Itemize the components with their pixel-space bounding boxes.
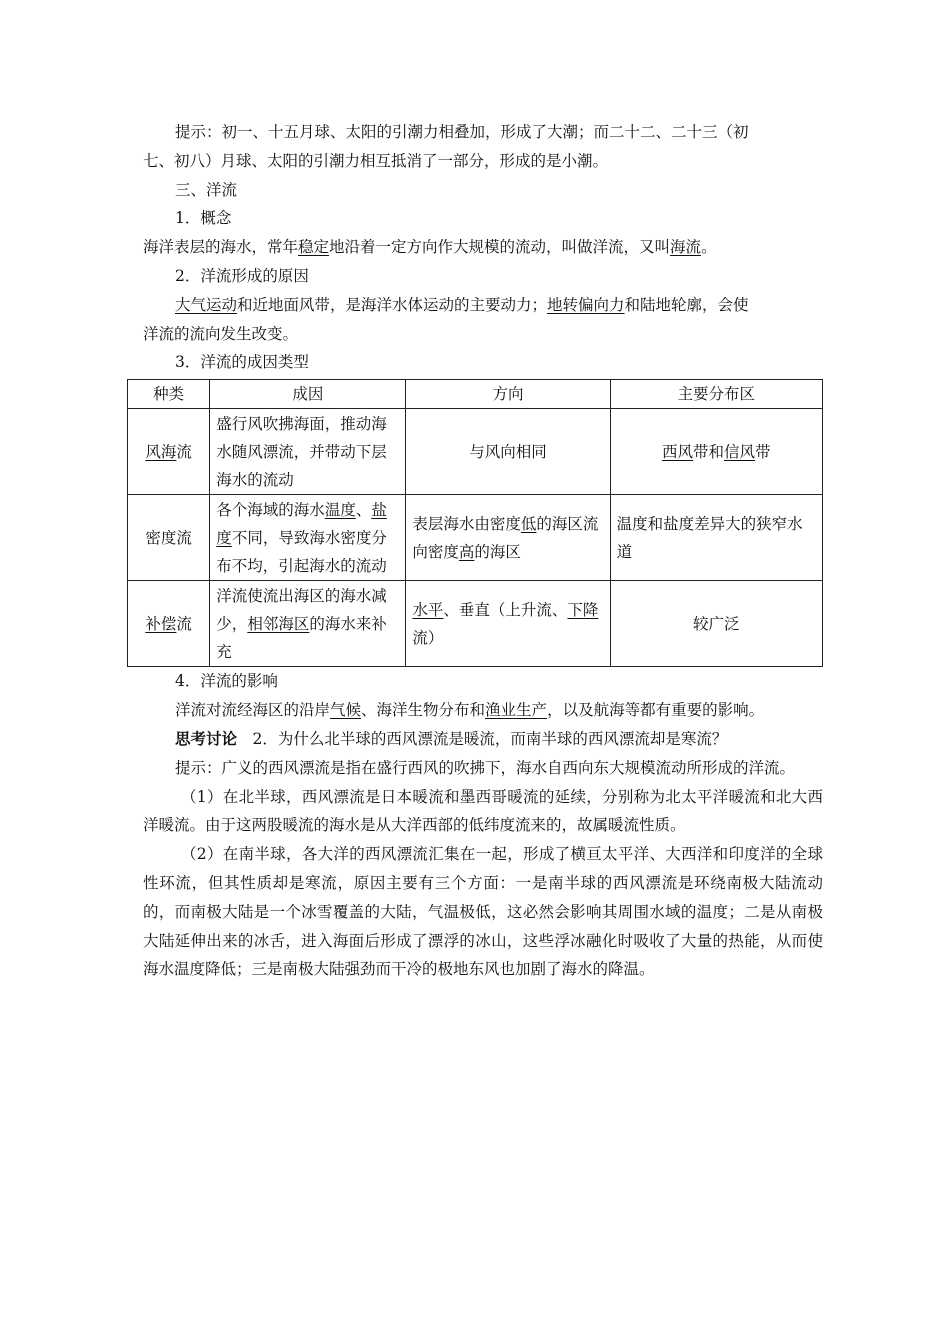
discussion-question: [143, 725, 823, 754]
answer-blank: 地转偏向力: [547, 295, 625, 314]
text-span: 海洋表层的海水，常年: [143, 238, 299, 257]
header-cause: 成因: [210, 380, 406, 409]
concept-text: [143, 233, 823, 262]
header-kind: 种类: [128, 380, 210, 409]
table-header-row: [128, 380, 823, 409]
tide-hint-line1: 提示：初一、十五月球、太阳的引潮力相叠加，形成了大潮；而二十二、二十三（初: [175, 123, 749, 141]
header-area: 主要分布区: [610, 380, 822, 409]
cause-cell: [210, 581, 406, 667]
text-span: 不同，导致海水密度分布不均，引起海水的流动: [216, 528, 387, 576]
text-span: 的海水来补充: [216, 614, 387, 662]
current-types-table: [127, 379, 823, 667]
answer-blank: 低: [520, 514, 537, 533]
discussion-paragraph-2: （2）在南半球，各大洋的西风漂流汇集在一起，形成了横亘太平洋、大西洋和印度洋的全球性环流，但其性质却是寒流，原因主要有三个方面：一是南半球的西风漂流是环绕南极大陆流动的，而南极大陆是一个冰雪覆盖的大陆，气温极低，这必然会影响其周围水域的温度；二是从南极大陆延伸出来的冰舌，进入海面后形成了漂浮的冰山，这些浮冰融化时吸收了大量的热能，从而使海水温度降低；三是南极大陆强劲而干冷的极地东风也加剧了海水的降温。: [143, 845, 823, 979]
text-span: 洋流使流出海区的海水减少，: [216, 586, 387, 633]
kind-cell: [128, 409, 210, 495]
text-span: 的海区流向密度: [412, 514, 599, 561]
answer-blank: 相邻海区: [247, 614, 310, 633]
discussion-label: 思考讨论: [175, 729, 238, 749]
text-span: 带: [755, 442, 771, 461]
answer-blank: 气候: [330, 701, 362, 720]
answer-blank: 补偿: [145, 614, 177, 633]
text-span: 流: [176, 442, 192, 461]
direction-cell: [406, 581, 610, 667]
answer-blank: 水平: [412, 600, 444, 619]
discussion-hint: 提示：广义的西风漂流是指在盛行西风的吹拂下，海水自西向东大规模流动所形成的洋流。: [175, 758, 796, 777]
types-heading: 3．洋流的成因类型: [175, 353, 309, 372]
text-span: 和近地面风带，是海洋水体运动的主要动力；: [237, 295, 548, 314]
text-span: 的海区: [474, 542, 521, 561]
answer-blank: 下降: [567, 600, 599, 619]
answer-blank: 海流: [670, 238, 702, 257]
answer-blank: 渔业生产: [485, 701, 548, 720]
area-cell: 温度和盐度差异大的狭窄水道: [610, 495, 822, 581]
text-span: 地沿着一定方向作大规模的流动，叫做洋流，又叫: [329, 238, 671, 257]
text-span: 流）: [412, 628, 444, 647]
tide-hint-line2: 七、初八）月球、太阳的引潮力相互抵消了一部分，形成的是小潮。: [143, 151, 609, 170]
table-row: [128, 495, 823, 581]
cause-cell: 盛行风吹拂海面，推动海水随风漂流，并带动下层海水的流动: [210, 409, 406, 495]
document-page: [143, 118, 823, 984]
answer-blank: 高: [458, 542, 475, 561]
text-span: 2．为什么北半球的西风漂流是暖流，而南半球的西风漂流却是寒流？: [237, 730, 728, 749]
kind-cell: 密度流: [128, 495, 210, 581]
answer-blank: 温度: [324, 500, 356, 519]
area-cell: 较广泛: [610, 581, 822, 667]
direction-cell: [406, 495, 610, 581]
answer-blank: 信风: [724, 442, 756, 461]
text-span: 、垂直（上升流、: [443, 600, 568, 619]
text-span: 和陆地轮廓，会使: [624, 295, 749, 314]
discussion-paragraph-1: （1）在北半球，西风漂流是日本暖流和墨西哥暖流的延续，分别称为北太平洋暖流和北大西洋暖流。由于这两股暖流的海水是从大洋西部的低纬度流来的，故属暖流性质。: [143, 787, 823, 835]
answer-blank: 大气运动: [175, 295, 238, 314]
text-span: 。: [701, 238, 717, 257]
header-direction: 方向: [406, 380, 610, 409]
text-span: 、: [355, 500, 372, 519]
area-cell: [610, 409, 822, 495]
text-span: ，以及航海等都有重要的影响。: [547, 701, 765, 720]
answer-blank: 盐度: [216, 500, 387, 547]
text-span: 、海洋生物分布和: [361, 701, 486, 720]
influence-text: [143, 696, 823, 725]
direction-cell: 与风向相同: [406, 409, 610, 495]
cause-cell: [210, 495, 406, 581]
answer-blank: 稳定: [298, 238, 330, 257]
text-span: 各个海域的海水: [216, 500, 325, 519]
text-span: 表层海水由密度: [412, 514, 521, 533]
concept-heading: 1．概念: [175, 209, 232, 228]
answer-blank: 西风: [662, 442, 694, 461]
text-span: 洋流对流经海区的沿岸: [175, 701, 331, 720]
answer-blank: 风海: [145, 442, 177, 461]
text-span: 流: [176, 614, 192, 633]
causes-heading: 2．洋流形成的原因: [175, 266, 309, 285]
table-row: [128, 409, 823, 495]
section-heading: 三、洋流: [175, 180, 238, 199]
influence-heading: 4．洋流的影响: [175, 672, 278, 691]
text-span: 带和: [693, 442, 725, 461]
table-row: [128, 581, 823, 667]
causes-text-line2: 洋流的流向发生改变。: [143, 324, 299, 343]
kind-cell: [128, 581, 210, 667]
causes-text-line1: [143, 291, 823, 320]
